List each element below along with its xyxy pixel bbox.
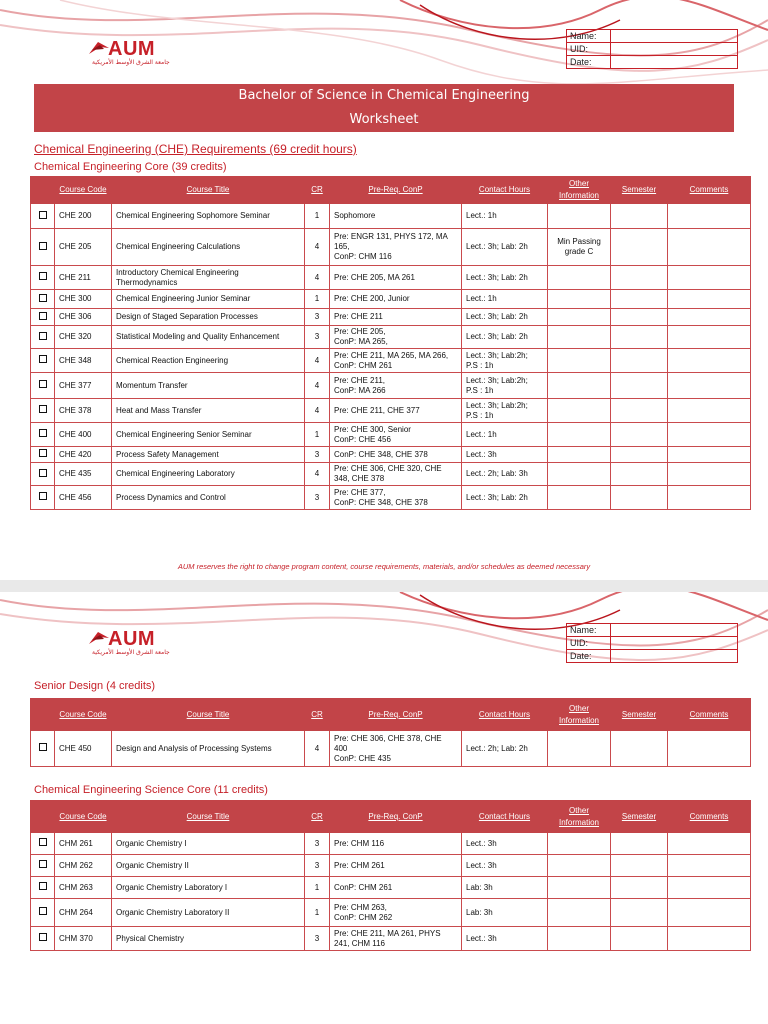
- course-title: Chemical Engineering Sophomore Seminar: [112, 204, 305, 229]
- uid-field[interactable]: [611, 43, 738, 56]
- prerequisites: Pre: CHE 205, MA 261: [330, 266, 462, 290]
- table-row: [31, 855, 751, 877]
- checkbox-cell: [31, 290, 55, 309]
- other-information: [548, 899, 611, 927]
- checkbox-cell: [31, 204, 55, 229]
- semester-cell[interactable]: [611, 399, 668, 423]
- date-label: Date:: [567, 56, 611, 69]
- completion-checkbox[interactable]: [39, 242, 47, 250]
- checkbox-cell: [31, 266, 55, 290]
- prerequisites: ConP: CHM 261: [330, 877, 462, 899]
- contact-hours: Lect.: 1h: [462, 423, 548, 447]
- completion-checkbox[interactable]: [39, 380, 47, 388]
- col-course-code: Course Code: [55, 177, 112, 204]
- core-title: Chemical Engineering Core (39 credits): [34, 161, 227, 173]
- contact-hours: Lect.: 3h; Lab: 2h: [462, 486, 548, 510]
- completion-checkbox[interactable]: [39, 838, 47, 846]
- comments-cell[interactable]: [668, 877, 751, 899]
- col-comments: Comments: [668, 177, 751, 204]
- other-information: [548, 927, 611, 951]
- course-title: Physical Chemistry: [112, 927, 305, 951]
- credit-hours: 1: [305, 290, 330, 309]
- completion-checkbox[interactable]: [39, 332, 47, 340]
- credit-hours: 3: [305, 486, 330, 510]
- course-code: CHM 264: [55, 899, 112, 927]
- comments-cell[interactable]: [668, 486, 751, 510]
- completion-checkbox[interactable]: [39, 492, 47, 500]
- date-label: Date:: [567, 650, 611, 663]
- other-information: Min Passing grade C: [548, 229, 611, 266]
- logo-text: AUM: [108, 628, 156, 650]
- course-code: CHE 420: [55, 447, 112, 463]
- prerequisites: Pre: CHE 211, CHE 377: [330, 399, 462, 423]
- completion-checkbox[interactable]: [39, 907, 47, 915]
- completion-checkbox[interactable]: [39, 469, 47, 477]
- table-row: [31, 731, 751, 767]
- col-course-title: Course Title: [112, 177, 305, 204]
- checkbox-cell: [31, 899, 55, 927]
- prerequisites: Pre: CHE 200, Junior: [330, 290, 462, 309]
- date-field[interactable]: [611, 56, 738, 69]
- contact-hours: Lect.: 3h: [462, 927, 548, 951]
- table-row: [31, 373, 751, 399]
- other-information: [548, 731, 611, 767]
- comments-cell[interactable]: [668, 204, 751, 229]
- prerequisites: Pre: CHE 306, CHE 378, CHE 400 ConP: CHE 435: [330, 731, 462, 767]
- logo-subtext: جامعة الشرق الأوسط الأمريكية: [92, 649, 170, 656]
- logo-text: AUM: [108, 38, 156, 60]
- prerequisites: ConP: CHE 348, CHE 378: [330, 447, 462, 463]
- date-field[interactable]: [611, 650, 738, 663]
- comments-cell[interactable]: [668, 447, 751, 463]
- prerequisites: Pre: CHE 205, ConP: MA 265,: [330, 326, 462, 349]
- col-course-code: Course Code: [55, 801, 112, 833]
- course-code: CHM 262: [55, 855, 112, 877]
- col-semester: Semester: [611, 699, 668, 731]
- col-contact-hours: Contact Hours: [462, 801, 548, 833]
- science-core-table: [30, 800, 751, 951]
- prerequisites: Sophomore: [330, 204, 462, 229]
- semester-cell[interactable]: [611, 423, 668, 447]
- core-table: [30, 176, 751, 510]
- checkbox-cell: [31, 309, 55, 326]
- other-information: [548, 833, 611, 855]
- semester-cell[interactable]: [611, 373, 668, 399]
- prerequisites: Pre: CHE 306, CHE 320, CHE 348, CHE 378: [330, 463, 462, 486]
- table-row: [31, 447, 751, 463]
- comments-cell[interactable]: [668, 326, 751, 349]
- logo-bird-icon: [88, 630, 110, 646]
- table-row: [31, 204, 751, 229]
- credit-hours: 4: [305, 463, 330, 486]
- table-row: [31, 463, 751, 486]
- course-code: CHE 200: [55, 204, 112, 229]
- comments-cell[interactable]: [668, 423, 751, 447]
- course-code: CHM 370: [55, 927, 112, 951]
- col-prereq: Pre-Req. ConP: [330, 801, 462, 833]
- completion-checkbox[interactable]: [39, 933, 47, 941]
- aum-logo: [88, 628, 178, 658]
- checkbox-cell: [31, 399, 55, 423]
- checkbox-cell: [31, 463, 55, 486]
- col-other-information: Other Information: [548, 177, 611, 204]
- aum-logo: [88, 38, 178, 68]
- contact-hours: Lect.: 3h: [462, 833, 548, 855]
- course-code: CHE 378: [55, 399, 112, 423]
- col-cr: CR: [305, 699, 330, 731]
- table-header-row: [31, 177, 751, 204]
- prerequisites: Pre: CHE 211, MA 265, MA 266, ConP: CHM 261: [330, 349, 462, 373]
- comments-cell[interactable]: [668, 266, 751, 290]
- completion-checkbox[interactable]: [39, 743, 47, 751]
- student-id-box: [566, 623, 738, 663]
- semester-cell[interactable]: [611, 309, 668, 326]
- semester-cell[interactable]: [611, 349, 668, 373]
- credit-hours: 1: [305, 204, 330, 229]
- uid-label: UID:: [567, 43, 611, 56]
- course-code: CHE 348: [55, 349, 112, 373]
- contact-hours: Lect.: 3h; Lab: 2h: [462, 266, 548, 290]
- table-row: [31, 423, 751, 447]
- completion-checkbox[interactable]: [39, 860, 47, 868]
- col-course-title: Course Title: [112, 699, 305, 731]
- semester-cell[interactable]: [611, 927, 668, 951]
- table-row: [31, 927, 751, 951]
- course-code: CHE 377: [55, 373, 112, 399]
- comments-cell[interactable]: [668, 349, 751, 373]
- table-row: [31, 833, 751, 855]
- other-information: [548, 463, 611, 486]
- course-code: CHE 450: [55, 731, 112, 767]
- course-code: CHE 320: [55, 326, 112, 349]
- credit-hours: 1: [305, 423, 330, 447]
- col-course-title: Course Title: [112, 801, 305, 833]
- course-title: Chemical Engineering Laboratory: [112, 463, 305, 486]
- table-row: [31, 290, 751, 309]
- course-code: CHM 261: [55, 833, 112, 855]
- col-semester: Semester: [611, 177, 668, 204]
- col-cr: CR: [305, 177, 330, 204]
- semester-cell[interactable]: [611, 855, 668, 877]
- semester-cell[interactable]: [611, 877, 668, 899]
- semester-cell[interactable]: [611, 229, 668, 266]
- table-row: [31, 877, 751, 899]
- col-cr: CR: [305, 801, 330, 833]
- table-row: [31, 349, 751, 373]
- credit-hours: 3: [305, 309, 330, 326]
- course-title: Chemical Reaction Engineering: [112, 349, 305, 373]
- col-prereq: Pre-Req. ConP: [330, 699, 462, 731]
- checkbox-cell: [31, 447, 55, 463]
- name-field[interactable]: [611, 30, 738, 43]
- prerequisites: Pre: CHM 116: [330, 833, 462, 855]
- requirements-title: Chemical Engineering (CHE) Requirements (69 credit hours): [34, 142, 357, 156]
- course-title: Introductory Chemical Engineering Thermodynamics: [112, 266, 305, 290]
- credit-hours: 1: [305, 877, 330, 899]
- comments-cell[interactable]: [668, 309, 751, 326]
- semester-cell[interactable]: [611, 266, 668, 290]
- program-title: Bachelor of Science in Chemical Engineering: [238, 88, 530, 103]
- col-other-information: Other Information: [548, 801, 611, 833]
- logo-bird-icon: [88, 40, 110, 56]
- contact-hours: Lab: 3h: [462, 877, 548, 899]
- prerequisites: Pre: CHE 211, MA 261, PHYS 241, CHM 116: [330, 927, 462, 951]
- completion-checkbox[interactable]: [39, 429, 47, 437]
- comments-cell[interactable]: [668, 855, 751, 877]
- table-row: [31, 399, 751, 423]
- credit-hours: 3: [305, 447, 330, 463]
- other-information: [548, 309, 611, 326]
- other-information: [548, 877, 611, 899]
- course-code: CHE 306: [55, 309, 112, 326]
- semester-cell[interactable]: [611, 833, 668, 855]
- course-code: CHE 211: [55, 266, 112, 290]
- completion-checkbox[interactable]: [39, 882, 47, 890]
- course-title: Design of Staged Separation Processes: [112, 309, 305, 326]
- page-separator: [0, 580, 768, 592]
- other-information: [548, 447, 611, 463]
- program-banner: [34, 84, 734, 132]
- completion-checkbox[interactable]: [39, 272, 47, 280]
- comments-cell[interactable]: [668, 290, 751, 309]
- contact-hours: Lect.: 3h; Lab: 2h: [462, 229, 548, 266]
- semester-cell[interactable]: [611, 463, 668, 486]
- completion-checkbox[interactable]: [39, 211, 47, 219]
- other-information: [548, 204, 611, 229]
- course-title: Design and Analysis of Processing Systems: [112, 731, 305, 767]
- table-row: [31, 486, 751, 510]
- contact-hours: Lect.: 3h: [462, 855, 548, 877]
- name-field[interactable]: [611, 624, 738, 637]
- prerequisites: Pre: CHE 300, Senior ConP: CHE 456: [330, 423, 462, 447]
- col-contact-hours: Contact Hours: [462, 177, 548, 204]
- other-information: [548, 423, 611, 447]
- uid-label: UID:: [567, 637, 611, 650]
- checkbox-cell: [31, 855, 55, 877]
- prerequisites: Pre: CHE 211: [330, 309, 462, 326]
- checkbox-cell: [31, 349, 55, 373]
- comments-cell[interactable]: [668, 373, 751, 399]
- table-row: [31, 326, 751, 349]
- contact-hours: Lect.: 3h; Lab: 2h: [462, 309, 548, 326]
- course-title: Process Safety Management: [112, 447, 305, 463]
- completion-checkbox[interactable]: [39, 355, 47, 363]
- credit-hours: 3: [305, 326, 330, 349]
- contact-hours: Lect.: 2h; Lab: 2h: [462, 731, 548, 767]
- credit-hours: 1: [305, 899, 330, 927]
- comments-cell[interactable]: [668, 399, 751, 423]
- other-information: [548, 326, 611, 349]
- prerequisites: Pre: ENGR 131, PHYS 172, MA 165, ConP: CHM 116: [330, 229, 462, 266]
- contact-hours: Lect.: 1h: [462, 290, 548, 309]
- col-prereq: Pre-Req. ConP: [330, 177, 462, 204]
- table-row: [31, 229, 751, 266]
- table-row: [31, 266, 751, 290]
- course-code: CHE 300: [55, 290, 112, 309]
- completion-checkbox[interactable]: [39, 405, 47, 413]
- comments-cell[interactable]: [668, 229, 751, 266]
- comments-cell[interactable]: [668, 899, 751, 927]
- col-course-code: Course Code: [55, 699, 112, 731]
- semester-cell[interactable]: [611, 326, 668, 349]
- uid-field[interactable]: [611, 637, 738, 650]
- col-other-information: Other Information: [548, 699, 611, 731]
- senior-design-title: Senior Design (4 credits): [34, 680, 156, 692]
- disclaimer-text: AUM reserves the right to change program content, course requirements, materials, and/or schedules as deemed necessary: [177, 562, 591, 571]
- worksheet-title: Worksheet: [349, 112, 419, 127]
- other-information: [548, 349, 611, 373]
- completion-checkbox[interactable]: [39, 294, 47, 302]
- science-core-title: Chemical Engineering Science Core (11 credits): [34, 784, 268, 796]
- checkbox-cell: [31, 326, 55, 349]
- contact-hours: Lect.: 1h: [462, 204, 548, 229]
- semester-cell[interactable]: [611, 290, 668, 309]
- table-header-row: [31, 699, 751, 731]
- prerequisites: Pre: CHM 261: [330, 855, 462, 877]
- prerequisites: Pre: CHE 377, ConP: CHE 348, CHE 378: [330, 486, 462, 510]
- credit-hours: 4: [305, 373, 330, 399]
- credit-hours: 4: [305, 399, 330, 423]
- table-row: [31, 309, 751, 326]
- credit-hours: 4: [305, 266, 330, 290]
- course-code: CHE 456: [55, 486, 112, 510]
- contact-hours: Lect.: 2h; Lab: 3h: [462, 463, 548, 486]
- comments-cell[interactable]: [668, 731, 751, 767]
- course-title: Organic Chemistry II: [112, 855, 305, 877]
- semester-cell[interactable]: [611, 899, 668, 927]
- course-title: Statistical Modeling and Quality Enhancement: [112, 326, 305, 349]
- course-code: CHE 205: [55, 229, 112, 266]
- col-check-header: [31, 801, 55, 833]
- completion-checkbox[interactable]: [39, 449, 47, 457]
- completion-checkbox[interactable]: [39, 312, 47, 320]
- course-title: Chemical Engineering Junior Seminar: [112, 290, 305, 309]
- credit-hours: 3: [305, 927, 330, 951]
- worksheet-page-2: [0, 592, 768, 1024]
- credit-hours: 3: [305, 833, 330, 855]
- col-contact-hours: Contact Hours: [462, 699, 548, 731]
- table-header-row: [31, 801, 751, 833]
- course-title: Momentum Transfer: [112, 373, 305, 399]
- name-label: Name:: [567, 624, 611, 637]
- col-check-header: [31, 177, 55, 204]
- semester-cell[interactable]: [611, 204, 668, 229]
- contact-hours: Lect.: 3h; Lab: 2h: [462, 326, 548, 349]
- other-information: [548, 266, 611, 290]
- checkbox-cell: [31, 423, 55, 447]
- prerequisites: Pre: CHM 263, ConP: CHM 262: [330, 899, 462, 927]
- checkbox-cell: [31, 877, 55, 899]
- contact-hours: Lect.: 3h; Lab:2h; P.S : 1h: [462, 349, 548, 373]
- col-semester: Semester: [611, 801, 668, 833]
- other-information: [548, 855, 611, 877]
- checkbox-cell: [31, 486, 55, 510]
- course-title: Chemical Engineering Calculations: [112, 229, 305, 266]
- logo-subtext: جامعة الشرق الأوسط الأمريكية: [92, 59, 170, 66]
- checkbox-cell: [31, 833, 55, 855]
- col-check-header: [31, 699, 55, 731]
- course-title: Chemical Engineering Senior Seminar: [112, 423, 305, 447]
- col-comments: Comments: [668, 801, 751, 833]
- course-title: Organic Chemistry I: [112, 833, 305, 855]
- contact-hours: Lect.: 3h; Lab:2h; P.S : 1h: [462, 399, 548, 423]
- other-information: [548, 373, 611, 399]
- checkbox-cell: [31, 373, 55, 399]
- semester-cell[interactable]: [611, 486, 668, 510]
- checkbox-cell: [31, 927, 55, 951]
- course-code: CHE 435: [55, 463, 112, 486]
- student-id-box: [566, 29, 738, 69]
- course-title: Organic Chemistry Laboratory I: [112, 877, 305, 899]
- course-title: Heat and Mass Transfer: [112, 399, 305, 423]
- contact-hours: Lect.: 3h: [462, 447, 548, 463]
- senior-design-table: [30, 698, 751, 767]
- credit-hours: 4: [305, 229, 330, 266]
- comments-cell[interactable]: [668, 927, 751, 951]
- other-information: [548, 290, 611, 309]
- comments-cell[interactable]: [668, 833, 751, 855]
- checkbox-cell: [31, 731, 55, 767]
- course-code: CHE 400: [55, 423, 112, 447]
- semester-cell[interactable]: [611, 447, 668, 463]
- credit-hours: 4: [305, 349, 330, 373]
- table-row: [31, 899, 751, 927]
- course-code: CHM 263: [55, 877, 112, 899]
- other-information: [548, 486, 611, 510]
- checkbox-cell: [31, 229, 55, 266]
- course-title: Process Dynamics and Control: [112, 486, 305, 510]
- name-label: Name:: [567, 30, 611, 43]
- credit-hours: 3: [305, 855, 330, 877]
- contact-hours: Lab: 3h: [462, 899, 548, 927]
- semester-cell[interactable]: [611, 731, 668, 767]
- comments-cell[interactable]: [668, 463, 751, 486]
- prerequisites: Pre: CHE 211, ConP: MA 266: [330, 373, 462, 399]
- course-title: Organic Chemistry Laboratory II: [112, 899, 305, 927]
- contact-hours: Lect.: 3h; Lab:2h; P.S : 1h: [462, 373, 548, 399]
- col-comments: Comments: [668, 699, 751, 731]
- other-information: [548, 399, 611, 423]
- credit-hours: 4: [305, 731, 330, 767]
